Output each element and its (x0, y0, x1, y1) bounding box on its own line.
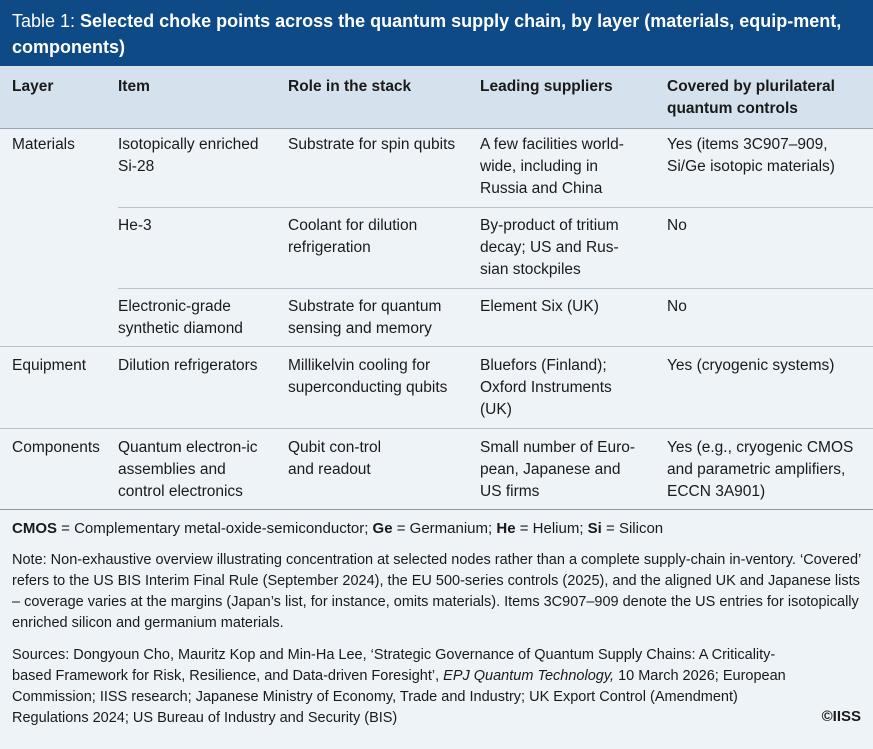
row-divider (0, 346, 873, 347)
abbreviations (12, 518, 867, 540)
cell-role: Millikelvin cooling for superconducting qubits (288, 357, 448, 396)
copyright-iiss: ©IISS (821, 708, 861, 725)
cell-item: Isotopically enriched Si-28 (118, 136, 259, 175)
cell-suppliers: A few facilities world-wide, including in Russia and China (480, 136, 624, 197)
cell-layer: Materials (12, 136, 75, 153)
cell-item: Dilution refrigerators (118, 357, 258, 374)
row-divider (118, 207, 873, 208)
abbr-he-def: = Helium; (515, 520, 588, 537)
abbr-ge: Ge (372, 520, 393, 537)
row-divider (0, 428, 873, 429)
cell-covered: No (667, 217, 687, 234)
cell-covered: Yes (e.g., cryogenic CMOS and parametric amplifiers, ECCN 3A901) (667, 439, 854, 500)
abbr-cmos: CMOS (12, 520, 57, 537)
table-title-text: Selected choke points across the quantum supply chain, by layer (materials, equip-ment, components) (12, 11, 842, 57)
cell-layer: Equipment (12, 357, 87, 374)
row-divider (118, 288, 873, 289)
cell-item: He-3 (118, 217, 152, 234)
table-title (0, 0, 873, 66)
cell-suppliers: Bluefors (Finland); Oxford Instruments (UK) (480, 357, 612, 418)
cell-item: Quantum electron-ic assemblies and control electronics (118, 439, 258, 500)
cell-role: Substrate for spin qubits (288, 136, 456, 153)
abbr-si-def: = Silicon (601, 520, 664, 537)
cell-item: Electronic-grade synthetic diamond (118, 298, 243, 337)
table-note: Note: Non-exhaustive overview illustrating concentration at selected nodes rather than a complete supply-chain in-ventory. ‘Covered’ refers to the US BIS Interim Final Rule (September 2024), the EU 500-series controls (2025), and the aligned UK and Japanese lists – coverage varies at the margins (Japan’s list, for instance, omits materials). Items 3C907–909 denote the US entries for isotopically enriched silicon and germanium materials. (12, 552, 861, 631)
cell-role: Substrate for quantum sensing and memory (288, 298, 442, 337)
header-covered: Covered by plurilateral quantum controls (667, 78, 835, 117)
header-layer: Layer (12, 78, 54, 95)
table-number: Table 1: (12, 11, 81, 31)
cell-covered: Yes (cryogenic systems) (667, 357, 835, 374)
cell-layer: Components (12, 439, 100, 456)
abbr-he: He (496, 520, 516, 537)
table-header-row (0, 66, 873, 129)
abbr-cmos-def: = Complementary metal-oxide-semiconductor; (57, 520, 373, 537)
header-item: Item (118, 78, 150, 95)
abbr-ge-def: = Germanium; (392, 520, 497, 537)
table-bottom-rule (0, 509, 873, 510)
cell-role: Coolant for dilution refrigeration (288, 217, 418, 256)
cell-suppliers: Small number of Euro-pean, Japanese and US firms (480, 439, 636, 500)
header-suppliers: Leading suppliers (480, 78, 613, 95)
sources-text-1: Sources: Dongyoun Cho, Mauritz Kop and Min-Ha Lee, ‘Strategic Governance of Quantum Supply Chains: A Criticality-based Framework for Risk, Resilience, and Data-driven Foresight’, (12, 647, 776, 684)
sources-journal: EPJ Quantum Technology, (443, 668, 615, 684)
cell-suppliers: Element Six (UK) (480, 298, 599, 315)
sources-text-2: 10 March 2026; European Commission; IISS research; Japanese Ministry of Economy, Trade and Industry; UK Export Control (Amendment) Regulations 2024; US Bureau of Industry and Security (BIS) (12, 668, 786, 726)
abbr-si: Si (587, 520, 602, 537)
cell-suppliers: By-product of tritium decay; US and Rus-sian stockpiles (480, 217, 619, 278)
cell-covered: No (667, 298, 687, 315)
cell-covered: Yes (items 3C907–909, Si/Ge isotopic materials) (667, 136, 835, 175)
cell-role: Qubit con-trol and readout (288, 439, 382, 478)
table-sources (12, 645, 802, 729)
header-role: Role in the stack (288, 78, 412, 95)
